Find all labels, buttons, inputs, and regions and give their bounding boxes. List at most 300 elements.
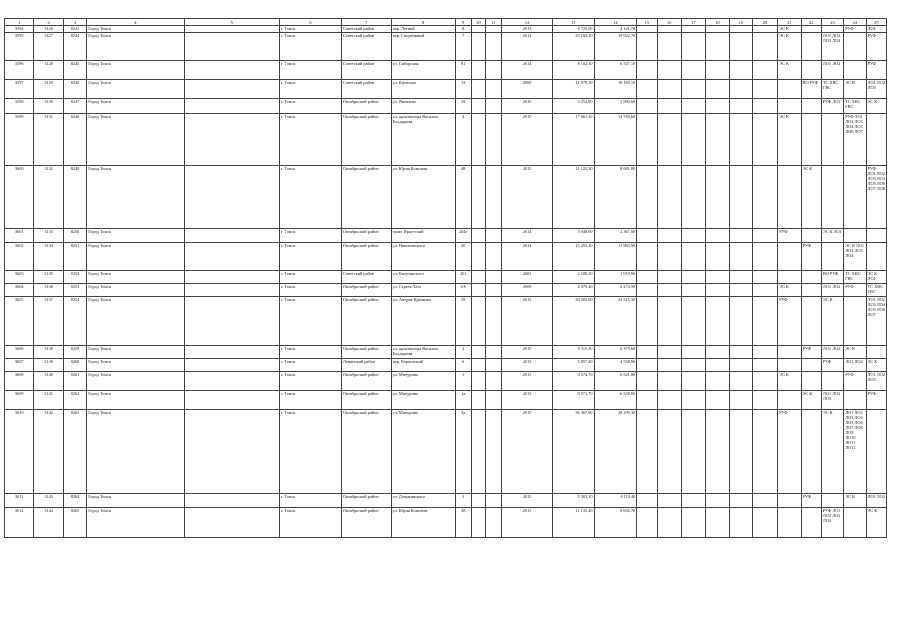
table-cell: 23 315,30 (594, 297, 637, 346)
table-cell: 2014 (502, 33, 553, 61)
table-cell: Город Томск (87, 359, 184, 372)
table-cell: 3602 (5, 243, 34, 271)
table-cell (729, 359, 752, 372)
column-number-header: 10 (471, 19, 485, 26)
table-cell: 4 725,00 (552, 26, 594, 33)
table-cell (706, 26, 729, 33)
table-cell (778, 271, 801, 284)
table-cell: 3 (455, 494, 471, 508)
table-cell: г. Томск (280, 297, 342, 346)
table-cell (681, 166, 705, 229)
table-cell: 3594 (5, 26, 34, 33)
table-cell (681, 61, 705, 80)
table-cell (486, 372, 502, 391)
table-cell: ВО РУФ (801, 80, 821, 99)
table-cell (637, 508, 657, 538)
table-cell: РУФ (866, 33, 886, 61)
table-cell: ЭС К (778, 26, 801, 33)
table-cell: 2015 (502, 508, 553, 538)
table-cell: 3599 (5, 114, 34, 166)
table-cell: Октябрьский район (341, 391, 391, 410)
table-cell: 2009 (502, 284, 553, 297)
table-cell: 2 108,30 (552, 271, 594, 284)
table-cell: тракт Иркутский (391, 229, 455, 243)
table-cell (637, 372, 657, 391)
table-cell (706, 284, 729, 297)
table-cell: 2000 (502, 80, 553, 99)
table-cell: 2015 (502, 359, 553, 372)
table-cell (637, 80, 657, 99)
column-number-header: 22 (801, 19, 821, 26)
table-cell: г. Томск (280, 166, 342, 229)
table-cell (486, 346, 502, 359)
table-cell (821, 26, 843, 33)
table-cell: Город Томск (87, 80, 184, 99)
table-row (5, 61, 887, 80)
table-cell (752, 80, 777, 99)
table-cell: ЭС К (801, 391, 821, 410)
table-cell (184, 372, 279, 391)
table-cell: ул. Никитинского (391, 243, 455, 271)
table-cell: ЛО1 ЛО2 ЛО3 (821, 391, 843, 410)
table-cell (637, 410, 657, 494)
table-cell (486, 494, 502, 508)
column-number-header: 24 (844, 19, 866, 26)
table-cell (778, 346, 801, 359)
table-cell (637, 114, 657, 166)
table-cell (681, 80, 705, 99)
table-cell (801, 297, 821, 346)
table-cell: 38 (455, 508, 471, 538)
table-cell (471, 410, 485, 494)
table-cell (844, 508, 866, 538)
table-cell: 3603 (5, 271, 34, 284)
table-cell: 5 857,30 (552, 359, 594, 372)
table-cell (752, 243, 777, 271)
table-cell: 3139 (34, 359, 63, 372)
table-cell: 3129 (34, 80, 63, 99)
table-cell: Город Томск (87, 33, 184, 61)
table-cell: г. Томск (280, 61, 342, 80)
table-cell: 3136 (34, 284, 63, 297)
table-cell (778, 80, 801, 99)
table-cell (637, 271, 657, 284)
column-number-header: 21 (778, 19, 801, 26)
table-cell: Октябрьский район (341, 372, 391, 391)
table-cell: Город Томск (87, 346, 184, 359)
table-cell (729, 114, 752, 166)
table-cell (657, 80, 681, 99)
table-cell: 2014 (502, 243, 553, 271)
table-cell (657, 229, 681, 243)
table-cell (637, 243, 657, 271)
table-cell (801, 271, 821, 284)
table-cell: 3142 (34, 410, 63, 494)
table-cell: 8260 (63, 359, 86, 372)
table-cell (681, 346, 705, 359)
table-cell: г. Томск (280, 271, 342, 284)
table-cell: 8 315,30 (552, 346, 594, 359)
table-cell (729, 33, 752, 61)
table-cell: Город Томск (87, 243, 184, 271)
table-cell: г. Томск (280, 243, 342, 271)
table-cell: РУФ ЛО1 ЛО2 ЛО3 ЛО4 ЛО5 ЛО6 ЛО7 (844, 114, 866, 166)
table-cell: Октябрьский район (341, 410, 391, 494)
table-cell (729, 99, 752, 114)
table-cell: 1 910,90 (594, 271, 637, 284)
table-cell: пер. Карповский (391, 359, 455, 372)
table-cell: г. Томск (280, 99, 342, 114)
column-number-header: 17 (681, 19, 705, 26)
table-cell: Октябрьский район (341, 243, 391, 271)
table-cell (706, 166, 729, 229)
table-cell (681, 26, 705, 33)
table-cell: Город Томск (87, 271, 184, 284)
table-cell: 3134 (34, 243, 63, 271)
table-cell (752, 359, 777, 372)
table-cell (657, 99, 681, 114)
table-cell (637, 346, 657, 359)
table-cell (471, 391, 485, 410)
table-cell: 3 048,00 (552, 229, 594, 243)
table-cell: ЭС К (844, 346, 866, 359)
table-cell (657, 372, 681, 391)
table-cell (706, 114, 729, 166)
table-cell (866, 114, 886, 166)
table-cell: 13 (455, 80, 471, 99)
table-cell: ул. Сибирская (391, 61, 455, 80)
table-cell (752, 284, 777, 297)
table-cell: РУФ ЛО1 ЛО2 ЛО3 ЛО4 (821, 508, 843, 538)
table-cell: 2015 (502, 114, 553, 166)
table-cell: ЛО1 ЛО2 (821, 284, 843, 297)
table-cell: ЛО1 ЛО2 ЛО3 ЛО4 ЛО5 ЛО6 ЛО7 ЛО8 ЛО9 ЛО10 ЛО11 ЛО12 (844, 410, 866, 494)
table-row (5, 271, 887, 284)
table-cell: РУФ (778, 297, 801, 346)
table-cell (729, 271, 752, 284)
table-cell (729, 284, 752, 297)
table-cell (681, 114, 705, 166)
table-cell: 8261 (63, 372, 86, 391)
table-cell (486, 508, 502, 538)
table-cell (752, 33, 777, 61)
column-number-header: 9 (455, 19, 471, 26)
table-cell: 17 661,30 (552, 114, 594, 166)
table-cell (681, 297, 705, 346)
table-cell (637, 99, 657, 114)
table-cell: Октябрьский район (341, 297, 391, 346)
table-cell (637, 284, 657, 297)
table-cell (471, 359, 485, 372)
column-number-header: 12 (502, 19, 553, 26)
table-cell: 1а (455, 391, 471, 410)
table-cell: пер. Спортивный (391, 33, 455, 61)
table-cell: 3608 (5, 372, 34, 391)
table-cell: 3604 (5, 284, 34, 297)
table-cell (471, 284, 485, 297)
table-cell (486, 391, 502, 410)
table-cell (637, 61, 657, 80)
table-cell: ЛО1 ЛО2 ЛО3 (866, 372, 886, 391)
table-cell (657, 271, 681, 284)
table-cell (778, 99, 801, 114)
table-cell: ул. архитектора Василия Болдырева (391, 346, 455, 359)
table-cell: 2010 (502, 99, 553, 114)
table-cell: 2 274,90 (594, 284, 637, 297)
table-cell: 15 293,30 (552, 243, 594, 271)
table-cell: 8259 (63, 346, 86, 359)
table-cell: 3596 (5, 61, 34, 80)
table-cell (844, 166, 866, 229)
table-cell: г. Томск (280, 410, 342, 494)
table-cell: 8249 (63, 166, 86, 229)
table-cell: 3/6 (455, 284, 471, 297)
column-number-header: 20 (752, 19, 777, 26)
table-cell (657, 61, 681, 80)
table-cell (681, 508, 705, 538)
table-cell: 3597 (5, 80, 34, 99)
table-cell: 8253 (63, 284, 86, 297)
table-cell: г. Томск (280, 229, 342, 243)
table-cell: 8248 (63, 114, 86, 166)
table-cell: 3135 (34, 271, 63, 284)
table-cell: ЛО1 (866, 26, 886, 33)
table-cell (471, 114, 485, 166)
table-cell: ЭС К (844, 80, 866, 99)
table-cell: Город Томск (87, 297, 184, 346)
column-number-header: 8 (391, 19, 455, 26)
table-row (5, 359, 887, 372)
table-cell: ул. архитектора Василия Болдырева (391, 114, 455, 166)
table-cell: ЛО1 ЛО2 ЛО3 ЛО4 ЛО5 ЛО6 ЛО7 (866, 297, 886, 346)
table-cell: 8245 (63, 61, 86, 80)
table-cell: 2 980,60 (594, 99, 637, 114)
table-cell: 7 (455, 33, 471, 61)
table-cell: 36 367,90 (552, 410, 594, 494)
table-cell (706, 229, 729, 243)
table-cell: ЭС К (778, 372, 801, 391)
column-number-header: 18 (706, 19, 729, 26)
table-cell: Город Томск (87, 229, 184, 243)
table-cell: 11 135,40 (552, 508, 594, 538)
table-cell (681, 99, 705, 114)
table-cell (729, 410, 752, 494)
table-cell: ЭС К (801, 166, 821, 229)
table-cell: ЭС К (778, 284, 801, 297)
table-cell (486, 33, 502, 61)
table-cell: 3131 (34, 114, 63, 166)
table-cell (681, 284, 705, 297)
column-number-header: 11 (486, 19, 502, 26)
table-cell: г. Томск (280, 26, 342, 33)
table-cell: РУФ (866, 61, 886, 80)
table-cell (637, 26, 657, 33)
table-cell (471, 229, 485, 243)
table-cell (866, 229, 886, 243)
table-cell: 5 303,10 (552, 494, 594, 508)
table-cell (752, 166, 777, 229)
table-cell (729, 508, 752, 538)
table-cell: Октябрьский район (341, 346, 391, 359)
table-row (5, 297, 887, 346)
table-cell (657, 391, 681, 410)
table-cell: 8264 (63, 494, 86, 508)
table-cell: 8263 (63, 410, 86, 494)
table-cell: г. Томск (280, 372, 342, 391)
table-row (5, 494, 887, 508)
table-cell (801, 372, 821, 391)
table-cell: 8 102,10 (552, 61, 594, 80)
table-cell (778, 166, 801, 229)
table-cell: Октябрьский район (341, 229, 391, 243)
table-cell (801, 61, 821, 80)
table-cell (681, 229, 705, 243)
table-cell (471, 297, 485, 346)
table-cell: 3601 (5, 229, 34, 243)
table-cell: ТС ХВС ГВС (844, 271, 866, 284)
table-cell: 3611 (5, 494, 34, 508)
table-cell (486, 114, 502, 166)
table-cell (486, 284, 502, 297)
table-cell: 8247 (63, 99, 86, 114)
table-cell (821, 243, 843, 271)
table-cell (486, 80, 502, 99)
table-cell: Октябрьский район (341, 508, 391, 538)
table-cell (486, 410, 502, 494)
table-cell (706, 508, 729, 538)
table-cell (729, 61, 752, 80)
table-cell (471, 33, 485, 61)
table-cell: ул. Мичурина (391, 372, 455, 391)
table-cell (184, 243, 279, 271)
table-cell: 204г (455, 229, 471, 243)
table-cell: ЛО1 ЛО2 (821, 346, 843, 359)
table-cell (637, 391, 657, 410)
table-cell: ТС ХВС ГВС (821, 80, 843, 99)
table-cell (184, 284, 279, 297)
table-cell (681, 410, 705, 494)
table-cell: 8252 (63, 271, 86, 284)
table-cell (637, 166, 657, 229)
table-cell: ул. Андрея Крячкова (391, 297, 455, 346)
table-cell: 3612 (5, 508, 34, 538)
table-cell (471, 494, 485, 508)
table-cell: 3133 (34, 229, 63, 243)
table-cell: 3606 (5, 346, 34, 359)
table-cell: 3605 (5, 297, 34, 346)
table-cell: РУФ (801, 346, 821, 359)
table-cell (657, 166, 681, 229)
table-cell: РУФ (801, 494, 821, 508)
table-cell: ЭС К ЛО1 ЛО2 ЛО3 ЛО4 (844, 243, 866, 271)
table-cell: РУФ (778, 410, 801, 494)
table-cell (778, 494, 801, 508)
table-cell: ТС ХВС ГВС (844, 99, 866, 114)
table-cell: ЛО1 ЛО2 (821, 61, 843, 80)
table-cell (801, 508, 821, 538)
table-cell: ул. Сергея Лазо (391, 284, 455, 297)
table-cell: 91 (455, 61, 471, 80)
table-cell: 6 541,80 (594, 372, 637, 391)
table-cell (471, 243, 485, 271)
table-cell: Город Томск (87, 166, 184, 229)
table-cell (752, 61, 777, 80)
table-cell (471, 26, 485, 33)
table-cell: Советский район (341, 33, 391, 61)
table-cell: ЭС К (844, 494, 866, 508)
table-cell (706, 243, 729, 271)
table-cell (184, 229, 279, 243)
table-cell: Город Томск (87, 114, 184, 166)
table-row (5, 33, 887, 61)
table-cell (184, 33, 279, 61)
column-number-header: 13 (552, 19, 594, 26)
table-cell: Город Томск (87, 99, 184, 114)
table-cell: 4 (455, 114, 471, 166)
table-cell (844, 391, 866, 410)
table-cell: ЛО1 ЛО2 ЛО3 ЛО4 (821, 33, 843, 61)
table-cell (681, 243, 705, 271)
table-cell: РУФ (844, 372, 866, 391)
table-cell: ЭС К ЛО1 (866, 271, 886, 284)
table-cell (706, 271, 729, 284)
table-cell (637, 494, 657, 508)
table-cell: 2015 (502, 391, 553, 410)
table-cell: 11 983,90 (594, 243, 637, 271)
table-cell (486, 243, 502, 271)
table-cell (184, 80, 279, 99)
table-cell: ЛО1 ЛО2 ЛО3 (866, 80, 886, 99)
table-cell (657, 297, 681, 346)
column-number-header: 16 (657, 19, 681, 26)
table-cell (471, 80, 485, 99)
table-cell: Октябрьский район (341, 284, 391, 297)
table-cell: ЭС К (778, 61, 801, 80)
table-cell (801, 284, 821, 297)
table-cell (729, 372, 752, 391)
table-cell (486, 26, 502, 33)
table-cell (752, 410, 777, 494)
table-cell (184, 99, 279, 114)
table-cell (844, 229, 866, 243)
table-cell: Советский район (341, 61, 391, 80)
table-cell: ТС ХВС ГВС (866, 284, 886, 297)
table-cell: Город Томск (87, 391, 184, 410)
table-cell: ул. Мичурина (391, 410, 455, 494)
table-cell: 4 538,90 (594, 359, 637, 372)
table-cell (706, 297, 729, 346)
column-number-header: 25 (866, 19, 886, 26)
table-cell: Город Томск (87, 494, 184, 508)
column-number-header: 5 (184, 19, 279, 26)
table-cell: 2015 (502, 494, 553, 508)
table-cell: 2015 (502, 346, 553, 359)
table-cell: 13 769,60 (594, 114, 637, 166)
table-cell (486, 297, 502, 346)
table-cell (821, 166, 843, 229)
table-cell (801, 99, 821, 114)
table-cell: Октябрьский район (341, 166, 391, 229)
table-cell (801, 114, 821, 166)
table-cell (729, 494, 752, 508)
table-cell: 4 078,40 (552, 284, 594, 297)
table-cell (637, 297, 657, 346)
table-cell (706, 33, 729, 61)
table-cell (184, 297, 279, 346)
table-cell (778, 359, 801, 372)
table-cell: 3130 (34, 99, 63, 114)
table-cell: Октябрьский район (341, 494, 391, 508)
